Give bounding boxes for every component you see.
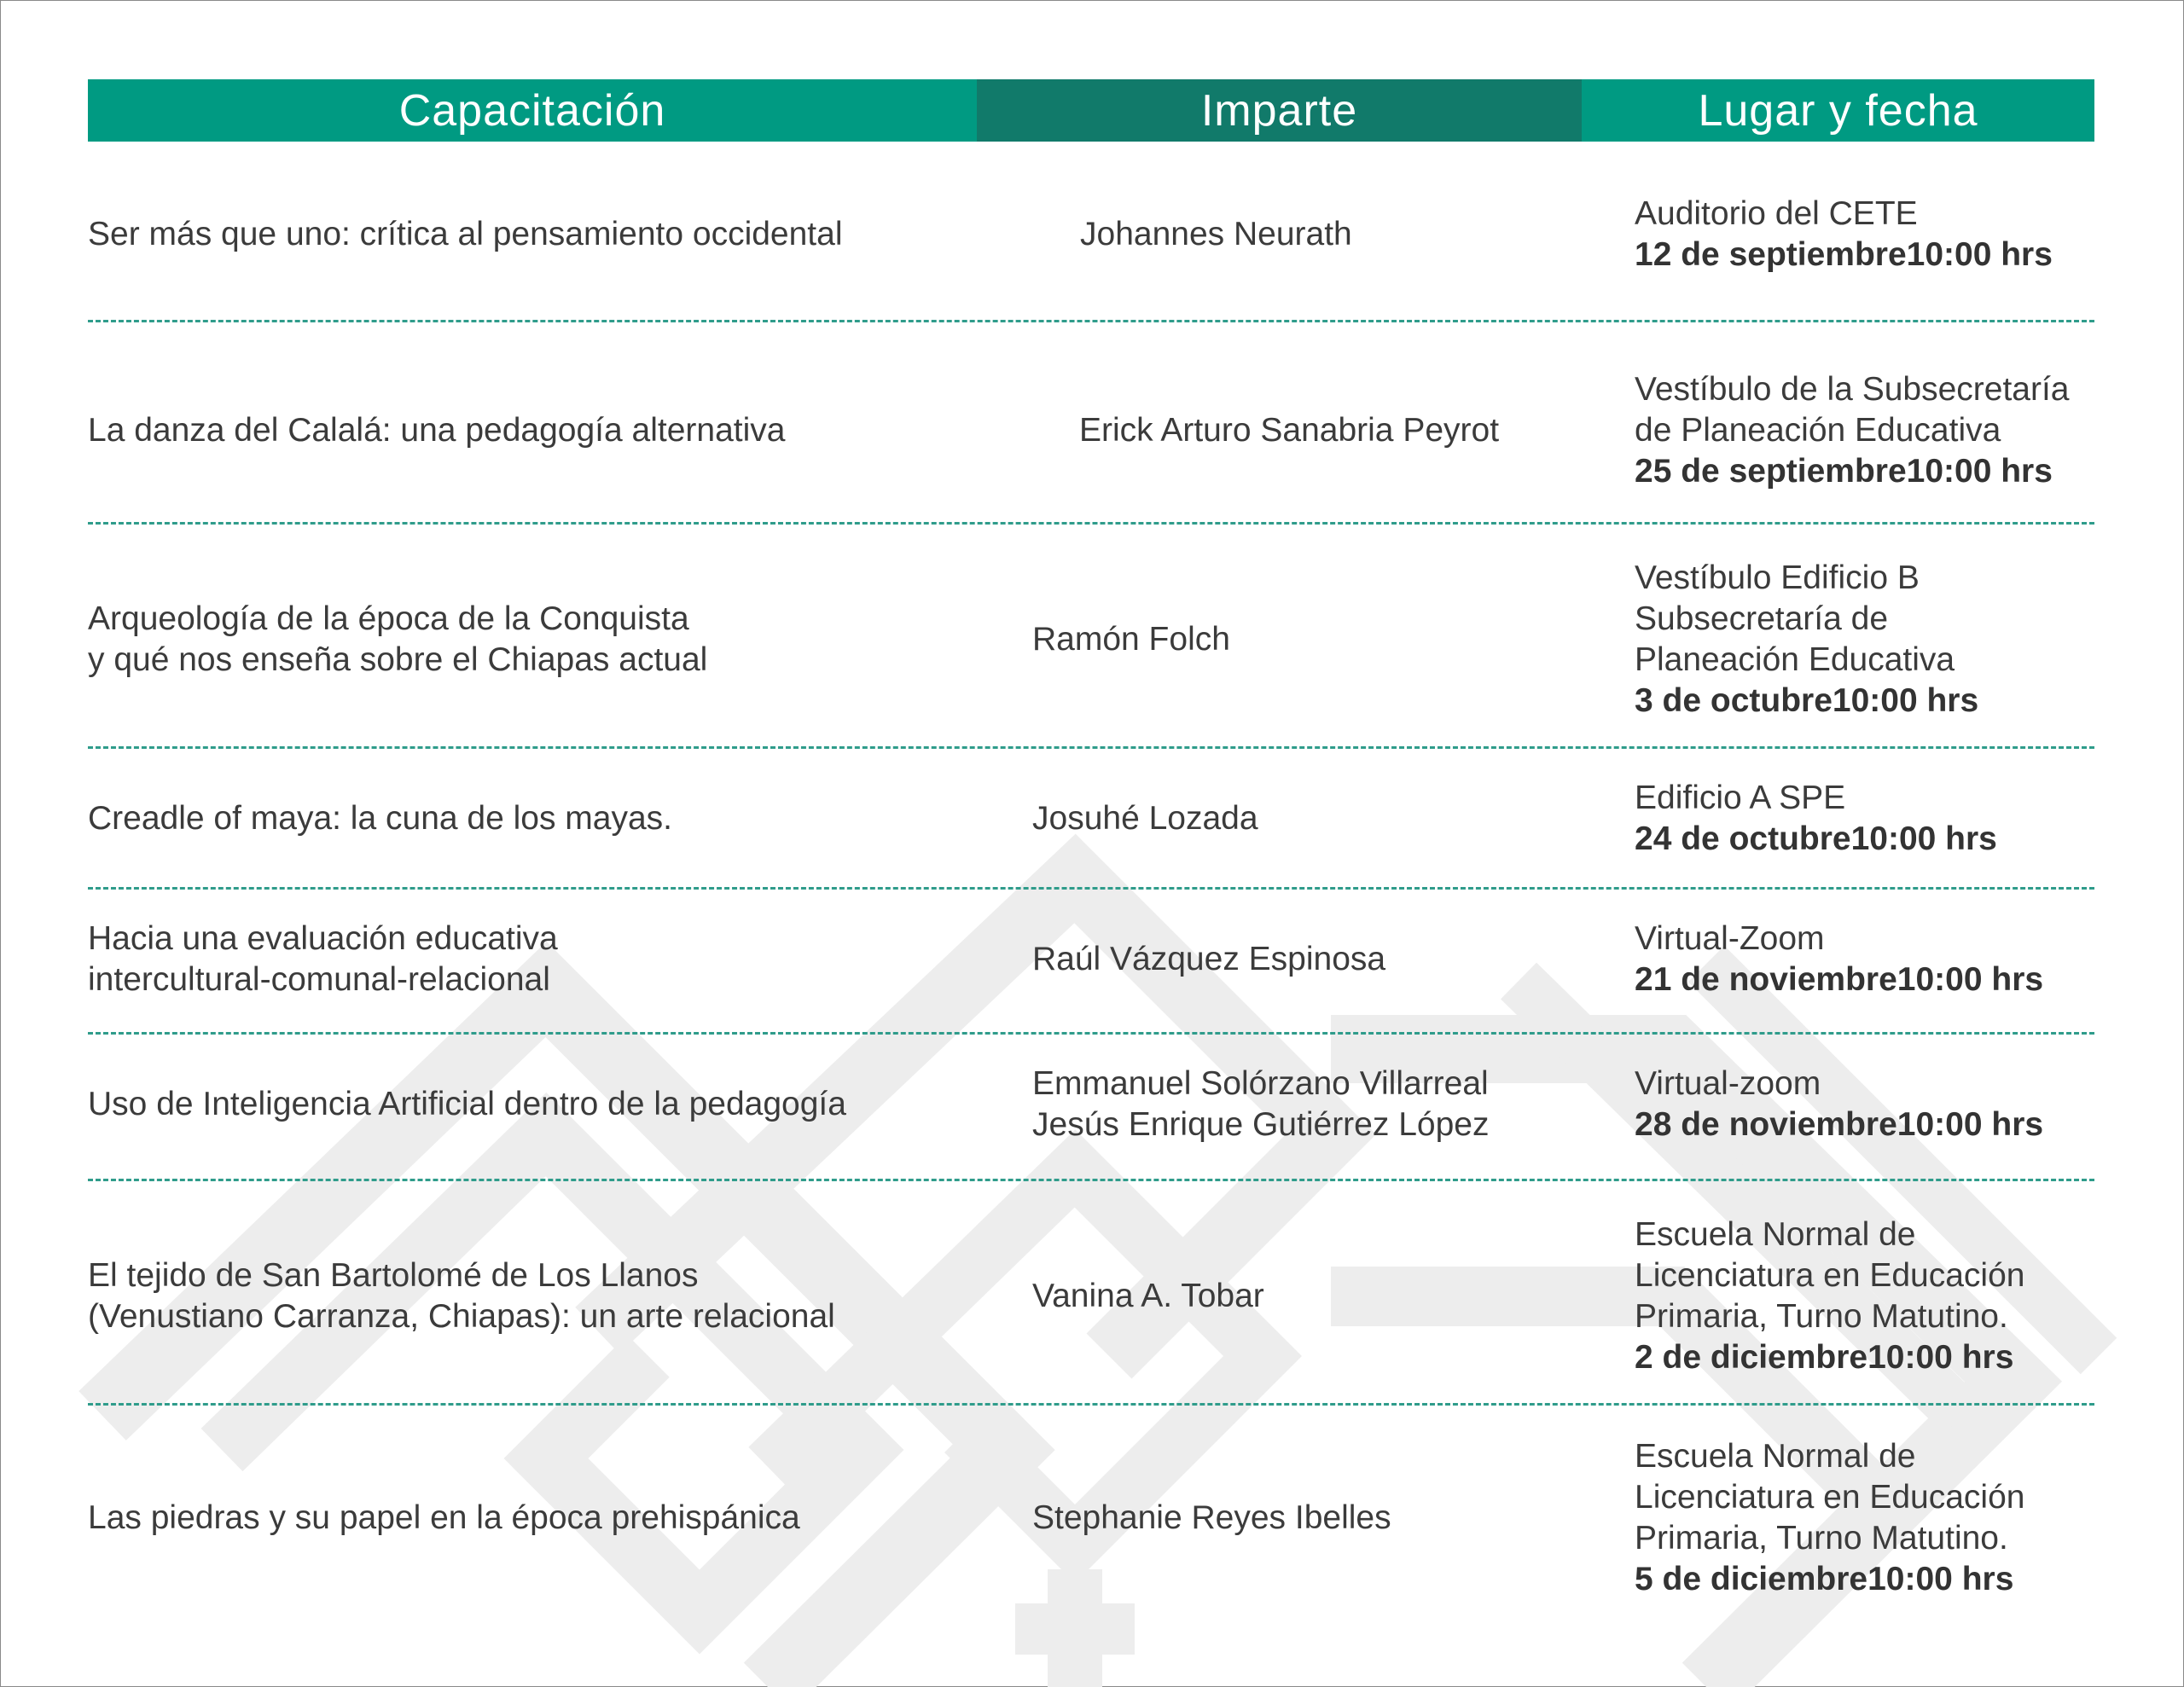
course-cell [88,550,1026,729]
place-line: Edificio A SPE [1635,780,1846,816]
place-date-cell [1635,550,2112,729]
speaker-line: Vanina A. Tobar [1032,1278,1264,1314]
speaker-line: Emmanuel Solórzano Villarreal [1032,1065,1489,1102]
table-row [88,1429,2094,1608]
course-line: Uso de Inteligencia Artificial dentro de la pedagogía [88,1086,846,1122]
place-line: Escuela Normal de [1635,1438,1916,1475]
place-date-cell [1635,1062,2112,1147]
place-date-cell [1635,358,2112,503]
date-time: 25 de septiembre10:00 hrs [1635,453,2053,490]
speaker-cell [1032,1207,1561,1386]
place-line: Subsecretaría de [1635,600,1889,637]
row-separator [88,1179,2094,1181]
speaker-cell [1032,550,1561,729]
row-separator [88,522,2094,525]
place-line: Licenciatura en Educación [1635,1257,2025,1294]
row-separator [88,1032,2094,1035]
place-line: Planeación Educativa [1635,641,1955,678]
place-date-cell [1635,1429,2112,1608]
course-cell [88,1062,1026,1147]
place-date-cell [1635,776,2112,861]
header-lugar-fecha: Lugar y fecha [1582,79,2094,142]
place-line: Virtual-zoom [1635,1065,1821,1102]
course-line: La danza del Calalá: una pedagogía alternativa [88,412,786,449]
header-imparte: Imparte [977,79,1582,142]
speaker-line: Raúl Vázquez Espinosa [1032,941,1386,977]
place-date-cell [1635,1207,2112,1386]
course-cell [88,776,1026,861]
place-line: Primaria, Turno Matutino. [1635,1520,2008,1557]
place-date-cell [1635,179,2112,290]
course-cell [88,1429,1026,1608]
speaker-line: Stephanie Reyes Ibelles [1032,1499,1391,1536]
place-line: Primaria, Turno Matutino. [1635,1298,2008,1335]
place-line: Virtual-Zoom [1635,920,1825,957]
place-line: Auditorio del CETE [1635,195,1918,232]
table-row [88,358,2094,503]
date-time: 24 de octubre10:00 hrs [1635,820,1997,857]
course-line: y qué nos enseña sobre el Chiapas actual [88,641,708,678]
speaker-cell [1032,776,1561,861]
speaker-line: Erick Arturo Sanabria Peyrot [1079,412,1500,449]
row-separator [88,887,2094,890]
speaker-line: Jesús Enrique Gutiérrez López [1032,1106,1490,1143]
table-row [88,917,2094,1002]
place-date-cell [1635,917,2112,1002]
header-capacitacion: Capacitación [88,79,977,142]
place-line: Licenciatura en Educación [1635,1479,2025,1516]
course-cell [88,358,1026,503]
course-line: intercultural-comunal-relacional [88,961,550,998]
table-row [88,1062,2094,1147]
course-line: Arqueología de la época de la Conquista [88,600,689,637]
speaker-cell [1079,358,1608,503]
place-line: Escuela Normal de [1635,1216,1916,1253]
speaker-cell [1080,179,1592,290]
table-row [88,179,2094,290]
speaker-cell [1032,1429,1561,1608]
date-time: 3 de octubre10:00 hrs [1635,682,1979,719]
course-cell [88,917,1026,1002]
date-time: 12 de septiembre10:00 hrs [1635,236,2053,273]
row-separator [88,1403,2094,1406]
table-row [88,776,2094,861]
course-cell [88,179,1026,290]
table-row [88,550,2094,729]
course-line: El tejido de San Bartolomé de Los Llanos [88,1257,699,1294]
speaker-line: Josuhé Lozada [1032,800,1258,837]
speaker-cell [1032,1062,1561,1147]
course-line: (Venustiano Carranza, Chiapas): un arte relacional [88,1298,835,1335]
place-line: de Planeación Educativa [1635,412,2001,449]
date-time: 28 de noviembre10:00 hrs [1635,1106,2044,1143]
place-line: Vestíbulo Edificio B [1635,559,1920,596]
date-time: 21 de noviembre10:00 hrs [1635,961,2044,998]
table-row [88,1207,2094,1386]
row-separator [88,320,2094,322]
date-time: 2 de diciembre10:00 hrs [1635,1339,2014,1376]
row-separator [88,746,2094,749]
course-line: Las piedras y su papel en la época prehispánica [88,1499,800,1536]
speaker-cell [1032,917,1561,1002]
place-line: Vestíbulo de la Subsecretaría [1635,371,2070,408]
speaker-line: Ramón Folch [1032,621,1230,658]
course-line: Hacia una evaluación educativa [88,920,558,957]
speaker-line: Johannes Neurath [1080,216,1352,252]
date-time: 5 de diciembre10:00 hrs [1635,1561,2014,1597]
course-cell [88,1207,1026,1386]
course-line: Creadle of maya: la cuna de los mayas. [88,800,673,837]
course-line: Ser más que uno: crítica al pensamiento occidental [88,216,843,252]
